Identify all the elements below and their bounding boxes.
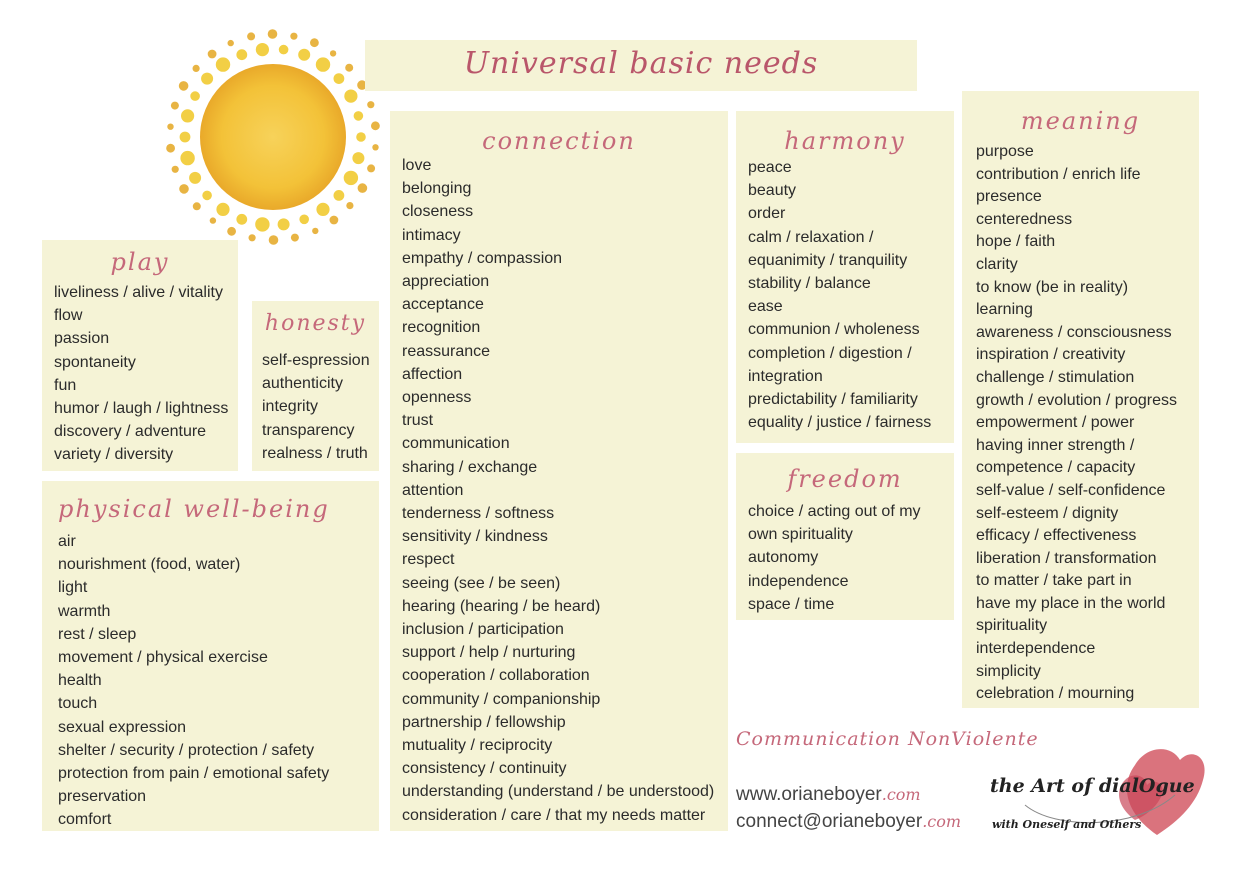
sun-ray-dot <box>330 50 336 56</box>
needs-list-meaning <box>976 141 1177 706</box>
title-banner <box>365 40 917 91</box>
need-item: flow <box>54 307 83 325</box>
need-item: empathy / compassion <box>402 249 563 267</box>
need-item: partnership / fellowship <box>402 713 566 731</box>
need-item: tenderness / softness <box>402 505 555 523</box>
sun-ray-dot <box>166 144 175 153</box>
page-title: Universal basic needs <box>463 46 819 81</box>
sun-core <box>200 64 346 210</box>
need-item: authenticity <box>262 375 343 393</box>
sun-ray-dot <box>179 184 189 194</box>
sun-ray-dot <box>316 57 330 71</box>
need-item: protection from pain / emotional safety <box>58 765 330 783</box>
need-item: openness <box>402 389 472 407</box>
sun-ray-dot <box>299 215 309 225</box>
sun-ray-dot <box>216 203 229 216</box>
need-item: communion / wholeness <box>748 321 920 339</box>
section-physical-well-being <box>42 481 379 831</box>
need-item: integrity <box>262 398 319 416</box>
need-item: beauty <box>748 182 797 200</box>
need-item: fun <box>54 376 77 394</box>
sun-ray-dot <box>189 172 201 184</box>
needs-list-harmony <box>748 156 931 434</box>
need-item: comfort <box>58 811 112 829</box>
website-name: www.orianeboyer <box>736 784 882 805</box>
sun-ray-dot <box>330 216 339 225</box>
sun-ray-dot <box>190 91 200 101</box>
sun-ray-dot <box>268 29 278 39</box>
need-item: warmth <box>58 602 111 620</box>
need-item: health <box>58 672 102 690</box>
section-heading-freedom: freedom <box>787 465 903 493</box>
need-item: completion / digestion / <box>748 344 912 362</box>
need-item: liveliness / alive / vitality <box>54 284 223 301</box>
need-item: trust <box>402 412 434 430</box>
sun-ray-dot <box>167 124 173 130</box>
sun-ray-dot <box>193 202 201 210</box>
need-item: have my place in the world <box>976 594 1166 612</box>
sun-ray-dot <box>278 218 290 230</box>
sun-ray-dot <box>371 121 380 130</box>
need-item: nourishment (food, water) <box>58 556 241 574</box>
need-item: passion <box>54 330 110 348</box>
sun-ray-dot <box>367 164 375 172</box>
need-item: learning <box>976 301 1033 319</box>
need-item: spontaneity <box>54 353 136 371</box>
need-item: discovery / adventure <box>54 423 207 441</box>
need-item: humor / laugh / lightness <box>54 400 229 418</box>
need-item: appreciation <box>402 273 490 291</box>
sun-ray-dot <box>316 203 329 216</box>
need-item: respect <box>402 551 455 569</box>
sun-ray-dot <box>249 234 256 241</box>
need-item: contribution / enrich life <box>976 165 1141 183</box>
sun-ray-dot <box>334 73 345 84</box>
need-item: inclusion / participation <box>402 621 564 639</box>
need-item: realness / truth <box>262 444 368 462</box>
need-item: acceptance <box>402 296 484 314</box>
sun-ray-dot <box>279 45 289 55</box>
sun-ray-dot <box>236 49 247 60</box>
need-item: sexual expression <box>58 718 187 736</box>
need-item: preservation <box>58 788 147 806</box>
need-item: air <box>58 533 76 550</box>
sun-ray-dot <box>372 144 378 150</box>
sun-ray-dot <box>227 227 236 236</box>
sun-ray-dot <box>193 65 200 72</box>
sun-ray-dot <box>208 50 217 59</box>
sun-ray-dot <box>216 57 230 71</box>
need-item: belonging <box>402 180 472 198</box>
section-heading-honesty: honesty <box>264 311 367 336</box>
need-item: clarity <box>976 255 1018 273</box>
need-item: ease <box>748 298 783 316</box>
need-item: self-espression <box>262 352 370 369</box>
need-item: rest / sleep <box>58 625 137 643</box>
email-name: connect@orianeboyer <box>736 811 923 832</box>
need-item: self-value / self-confidence <box>976 481 1166 499</box>
need-item: empowerment / power <box>976 414 1135 432</box>
need-item: to matter / take part in <box>976 572 1132 590</box>
section-heading-play: play <box>110 248 170 276</box>
needs-list-play <box>54 281 228 467</box>
section-heading-meaning: meaning <box>1020 107 1141 135</box>
need-item: movement / physical exercise <box>58 649 268 667</box>
sun-ray-dot <box>290 33 297 40</box>
section-connection <box>390 111 728 831</box>
sun-ray-dot <box>180 151 194 165</box>
need-item: simplicity <box>976 662 1041 680</box>
need-item: having inner strength / <box>976 436 1135 454</box>
need-item: self-esteem / dignity <box>976 504 1119 522</box>
need-item: centeredness <box>976 210 1073 228</box>
sun-ray-dot <box>346 202 353 209</box>
sun-ray-dot <box>344 90 357 103</box>
logo-subtitle: with Oneself and Others <box>992 818 1142 831</box>
email-link[interactable] <box>736 811 961 833</box>
need-item: hearing (hearing / be heard) <box>402 597 601 615</box>
need-item: communication <box>402 435 510 453</box>
sun-ray-dot <box>291 234 299 242</box>
sun-ray-dot <box>256 43 269 56</box>
need-item: competence / capacity <box>976 459 1136 477</box>
need-item: order <box>748 205 786 223</box>
need-item: support / help / nurturing <box>402 644 576 662</box>
need-item: challenge / stimulation <box>976 368 1135 386</box>
need-item: own spirituality <box>748 526 853 544</box>
sun-ray-dot <box>367 101 374 108</box>
need-item: awareness / consciousness <box>976 323 1172 341</box>
need-item: growth / evolution / progress <box>976 391 1177 409</box>
need-item: sharing / exchange <box>402 458 538 476</box>
need-item: liberation / transformation <box>976 549 1157 567</box>
sun-ray-dot <box>345 64 353 72</box>
section-freedom <box>736 453 954 620</box>
section-meaning <box>962 91 1199 708</box>
section-play <box>42 240 238 471</box>
sun-ray-dot <box>334 190 345 201</box>
need-item: variety / diversity <box>54 446 174 464</box>
need-item: light <box>58 579 88 597</box>
need-item: presence <box>976 188 1042 206</box>
need-item: touch <box>58 695 98 713</box>
need-item: consideration / care / that my needs matter <box>402 806 706 824</box>
sun-ray-dot <box>352 152 364 164</box>
need-item: consistency / continuity <box>402 760 567 778</box>
section-harmony <box>736 111 954 443</box>
sun-ray-dot <box>247 32 255 40</box>
need-item: independence <box>748 572 849 590</box>
need-item: celebration / mourning <box>976 685 1135 703</box>
sun-ray-dot <box>172 166 179 173</box>
need-item: community / companionship <box>402 690 601 708</box>
need-item: reassurance <box>402 342 491 360</box>
sun-ray-dot <box>354 111 364 121</box>
need-item: transparency <box>262 421 355 439</box>
sun-ray-dot <box>181 109 194 122</box>
need-item: spirituality <box>976 617 1048 635</box>
section-heading-harmony: harmony <box>784 127 906 155</box>
needs-list-freedom <box>748 500 921 616</box>
need-item: predictability / familiarity <box>748 391 918 409</box>
sun-ray-dot <box>310 38 319 47</box>
sun-ray-dot <box>179 81 189 91</box>
tagline: Communication NonViolente <box>736 728 1039 750</box>
need-item: stability / balance <box>748 275 871 293</box>
need-item: recognition <box>402 319 481 337</box>
need-item: space / time <box>748 595 835 613</box>
need-item: equanimity / tranquility <box>748 251 908 269</box>
sun-ray-dot <box>312 228 318 234</box>
need-item: choice / acting out of my <box>748 503 921 520</box>
website-link[interactable] <box>736 784 921 806</box>
need-item: mutuality / reciprocity <box>402 737 553 755</box>
need-item: attention <box>402 481 464 499</box>
email-domain: .com <box>922 812 962 831</box>
need-item: calm / relaxation / <box>748 228 874 246</box>
logo-text: the Art of dialOgue <box>990 775 1195 797</box>
need-item: efficacy / effectiveness <box>976 527 1137 545</box>
need-item: affection <box>402 365 463 383</box>
sun-ray-dot <box>201 73 213 85</box>
need-item: autonomy <box>748 549 819 567</box>
need-item: interdependence <box>976 640 1096 658</box>
sun-ray-dot <box>344 171 358 185</box>
need-item: peace <box>748 159 792 176</box>
sun-ray-dot <box>228 40 234 46</box>
needs-list-honesty <box>262 349 370 465</box>
sun-ray-dot <box>236 214 247 225</box>
sun-ray-dot <box>202 191 212 201</box>
sun-ray-dot <box>356 132 366 142</box>
sun-ray-dot <box>358 183 368 193</box>
sun-ray-dot <box>210 217 216 223</box>
needs-list-physical <box>58 530 329 832</box>
section-heading-physical: physical well-being <box>58 495 330 523</box>
need-item: to know (be in reality) <box>976 278 1129 296</box>
need-item: intimacy <box>402 226 461 244</box>
need-item: love <box>402 157 432 174</box>
need-item: seeing (see / be seen) <box>402 574 561 592</box>
need-item: closeness <box>402 203 474 221</box>
need-item: sensitivity / kindness <box>402 528 548 546</box>
sun-ray-dot <box>298 49 310 61</box>
need-item: integration <box>748 367 823 385</box>
need-item: hope / faith <box>976 233 1056 251</box>
section-honesty <box>252 301 379 471</box>
website-domain: .com <box>881 785 921 804</box>
sun-ray-dot <box>269 235 279 245</box>
need-item: understanding (understand / be understood) <box>402 783 715 801</box>
need-item: shelter / security / protection / safety <box>58 741 315 759</box>
sun-ray-dot <box>255 217 269 231</box>
sun-illustration <box>150 22 400 257</box>
sun-ray-dot <box>180 132 191 143</box>
need-item: equality / justice / fairness <box>748 414 932 432</box>
needs-list-connection <box>402 154 714 827</box>
need-item: cooperation / collaboration <box>402 667 590 685</box>
need-item: purpose <box>976 143 1034 160</box>
section-heading-connection: connection <box>482 127 636 155</box>
sun-ray-dot <box>171 102 179 110</box>
need-item: inspiration / creativity <box>976 346 1126 364</box>
